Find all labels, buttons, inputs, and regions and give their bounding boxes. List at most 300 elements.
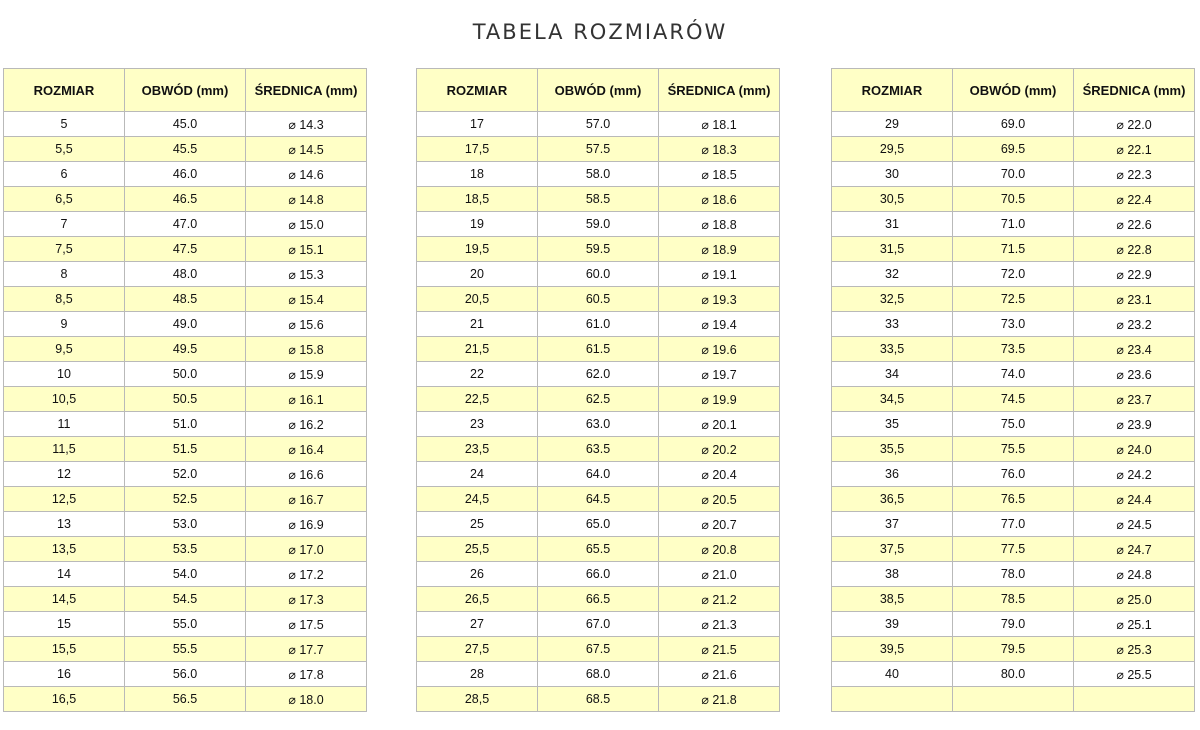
cell-diameter: ⌀ 23.4 <box>1074 337 1195 362</box>
cell-diameter: ⌀ 20.7 <box>659 512 780 537</box>
cell-diameter: ⌀ 18.3 <box>659 137 780 162</box>
header-size: ROZMIAR <box>417 69 538 112</box>
cell-size: 30,5 <box>832 187 953 212</box>
cell-circumference: 70.5 <box>953 187 1074 212</box>
cell-size: 35 <box>832 412 953 437</box>
table-row <box>832 387 1195 412</box>
cell-size: 27,5 <box>417 637 538 662</box>
table-row <box>832 362 1195 387</box>
cell-diameter: ⌀ 17.7 <box>246 637 367 662</box>
cell-size: 30 <box>832 162 953 187</box>
cell-size: 34 <box>832 362 953 387</box>
header-diameter: ŚREDNICA (mm) <box>1074 69 1195 112</box>
cell-size: 7,5 <box>4 237 125 262</box>
table-row <box>832 312 1195 337</box>
table-header-row <box>832 69 1195 112</box>
table-row <box>417 662 780 687</box>
cell-size: 5,5 <box>4 137 125 162</box>
cell-circumference: 53.5 <box>125 537 246 562</box>
table-row <box>4 437 367 462</box>
cell-diameter: ⌀ 17.2 <box>246 562 367 587</box>
cell-size: 40 <box>832 662 953 687</box>
table-row <box>4 687 367 712</box>
table-row <box>4 112 367 137</box>
cell-diameter <box>1074 687 1195 712</box>
table-row <box>4 337 367 362</box>
table-row <box>417 587 780 612</box>
cell-circumference: 67.5 <box>538 637 659 662</box>
table-row <box>417 262 780 287</box>
header-circumference: OBWÓD (mm) <box>125 69 246 112</box>
cell-circumference: 55.0 <box>125 612 246 637</box>
cell-size: 24 <box>417 462 538 487</box>
cell-circumference: 72.5 <box>953 287 1074 312</box>
cell-diameter: ⌀ 18.5 <box>659 162 780 187</box>
cell-diameter: ⌀ 14.6 <box>246 162 367 187</box>
cell-diameter: ⌀ 16.4 <box>246 437 367 462</box>
size-table-1 <box>3 68 367 712</box>
table-row <box>4 487 367 512</box>
cell-size: 13 <box>4 512 125 537</box>
cell-circumference: 60.0 <box>538 262 659 287</box>
table-row <box>4 587 367 612</box>
cell-circumference: 59.0 <box>538 212 659 237</box>
cell-circumference: 46.0 <box>125 162 246 187</box>
cell-diameter: ⌀ 24.4 <box>1074 487 1195 512</box>
cell-circumference: 77.0 <box>953 512 1074 537</box>
table-row <box>832 237 1195 262</box>
table-row <box>4 612 367 637</box>
cell-diameter: ⌀ 15.1 <box>246 237 367 262</box>
table-row <box>417 612 780 637</box>
cell-circumference: 54.0 <box>125 562 246 587</box>
table-row <box>4 362 367 387</box>
cell-size: 32,5 <box>832 287 953 312</box>
cell-diameter: ⌀ 21.0 <box>659 562 780 587</box>
cell-diameter: ⌀ 18.9 <box>659 237 780 262</box>
cell-size: 9,5 <box>4 337 125 362</box>
cell-diameter: ⌀ 22.9 <box>1074 262 1195 287</box>
cell-circumference: 69.5 <box>953 137 1074 162</box>
cell-diameter: ⌀ 16.1 <box>246 387 367 412</box>
cell-circumference: 79.5 <box>953 637 1074 662</box>
cell-diameter: ⌀ 19.1 <box>659 262 780 287</box>
cell-circumference: 61.0 <box>538 312 659 337</box>
cell-diameter: ⌀ 16.7 <box>246 487 367 512</box>
cell-diameter: ⌀ 19.4 <box>659 312 780 337</box>
cell-circumference: 58.0 <box>538 162 659 187</box>
cell-size: 8 <box>4 262 125 287</box>
cell-size: 38,5 <box>832 587 953 612</box>
cell-circumference: 59.5 <box>538 237 659 262</box>
cell-diameter: ⌀ 17.5 <box>246 612 367 637</box>
cell-circumference: 64.5 <box>538 487 659 512</box>
cell-diameter: ⌀ 20.8 <box>659 537 780 562</box>
cell-circumference: 49.0 <box>125 312 246 337</box>
table-row <box>417 212 780 237</box>
table-row <box>832 112 1195 137</box>
cell-size: 18 <box>417 162 538 187</box>
cell-diameter: ⌀ 21.5 <box>659 637 780 662</box>
cell-circumference: 69.0 <box>953 112 1074 137</box>
cell-diameter: ⌀ 21.3 <box>659 612 780 637</box>
cell-diameter: ⌀ 16.9 <box>246 512 367 537</box>
cell-size: 17,5 <box>417 137 538 162</box>
table-row <box>832 412 1195 437</box>
table-row <box>4 137 367 162</box>
cell-size: 11 <box>4 412 125 437</box>
cell-circumference: 72.0 <box>953 262 1074 287</box>
cell-diameter: ⌀ 24.2 <box>1074 462 1195 487</box>
cell-size: 36,5 <box>832 487 953 512</box>
table-row <box>832 637 1195 662</box>
size-table-3 <box>831 68 1195 712</box>
table-row <box>417 437 780 462</box>
table-header-row <box>4 69 367 112</box>
table-row <box>832 162 1195 187</box>
cell-circumference: 47.0 <box>125 212 246 237</box>
cell-size: 38 <box>832 562 953 587</box>
cell-circumference: 78.0 <box>953 562 1074 587</box>
cell-size: 25 <box>417 512 538 537</box>
table-row <box>4 562 367 587</box>
cell-circumference: 57.0 <box>538 112 659 137</box>
cell-diameter: ⌀ 20.5 <box>659 487 780 512</box>
cell-size: 16 <box>4 662 125 687</box>
table-row <box>417 637 780 662</box>
cell-diameter: ⌀ 18.8 <box>659 212 780 237</box>
header-size: ROZMIAR <box>832 69 953 112</box>
cell-circumference: 63.5 <box>538 437 659 462</box>
cell-size <box>832 687 953 712</box>
page-title: TABELA ROZMIARÓW <box>472 20 728 44</box>
table-row <box>4 212 367 237</box>
table-row <box>832 537 1195 562</box>
table-row <box>4 162 367 187</box>
cell-circumference: 75.5 <box>953 437 1074 462</box>
cell-size: 23,5 <box>417 437 538 462</box>
cell-size: 14 <box>4 562 125 587</box>
table-row <box>832 662 1195 687</box>
table-row <box>417 462 780 487</box>
table-row <box>417 537 780 562</box>
cell-diameter: ⌀ 14.8 <box>246 187 367 212</box>
table-row <box>4 287 367 312</box>
cell-size: 10,5 <box>4 387 125 412</box>
cell-circumference: 49.5 <box>125 337 246 362</box>
cell-diameter: ⌀ 25.0 <box>1074 587 1195 612</box>
cell-circumference: 56.5 <box>125 687 246 712</box>
cell-diameter: ⌀ 24.7 <box>1074 537 1195 562</box>
cell-size: 16,5 <box>4 687 125 712</box>
cell-size: 17 <box>417 112 538 137</box>
cell-size: 8,5 <box>4 287 125 312</box>
table-row <box>832 612 1195 637</box>
table-header-row <box>417 69 780 112</box>
cell-circumference: 64.0 <box>538 462 659 487</box>
cell-size: 14,5 <box>4 587 125 612</box>
cell-size: 13,5 <box>4 537 125 562</box>
cell-circumference: 51.5 <box>125 437 246 462</box>
cell-diameter: ⌀ 25.3 <box>1074 637 1195 662</box>
cell-diameter: ⌀ 18.1 <box>659 112 780 137</box>
table-row <box>417 287 780 312</box>
cell-circumference: 46.5 <box>125 187 246 212</box>
table-row <box>832 337 1195 362</box>
cell-circumference: 70.0 <box>953 162 1074 187</box>
cell-circumference: 79.0 <box>953 612 1074 637</box>
table-row <box>417 112 780 137</box>
cell-circumference: 73.0 <box>953 312 1074 337</box>
cell-size: 11,5 <box>4 437 125 462</box>
table-row <box>4 662 367 687</box>
cell-circumference: 51.0 <box>125 412 246 437</box>
cell-circumference: 66.0 <box>538 562 659 587</box>
table-row <box>4 237 367 262</box>
table-row <box>417 162 780 187</box>
cell-circumference: 45.5 <box>125 137 246 162</box>
cell-size: 37,5 <box>832 537 953 562</box>
cell-circumference: 60.5 <box>538 287 659 312</box>
cell-size: 20,5 <box>417 287 538 312</box>
cell-circumference: 78.5 <box>953 587 1074 612</box>
cell-circumference: 68.0 <box>538 662 659 687</box>
cell-size: 21,5 <box>417 337 538 362</box>
cell-circumference: 57.5 <box>538 137 659 162</box>
table-row <box>832 287 1195 312</box>
cell-diameter: ⌀ 17.3 <box>246 587 367 612</box>
header-circumference: OBWÓD (mm) <box>953 69 1074 112</box>
cell-circumference: 52.0 <box>125 462 246 487</box>
cell-diameter: ⌀ 24.0 <box>1074 437 1195 462</box>
table-row <box>832 687 1195 712</box>
cell-diameter: ⌀ 22.1 <box>1074 137 1195 162</box>
cell-circumference: 71.0 <box>953 212 1074 237</box>
table-row <box>417 562 780 587</box>
cell-circumference: 53.0 <box>125 512 246 537</box>
table-row <box>417 312 780 337</box>
table-row <box>4 537 367 562</box>
cell-size: 5 <box>4 112 125 137</box>
cell-circumference: 74.5 <box>953 387 1074 412</box>
table-row <box>417 187 780 212</box>
header-diameter: ŚREDNICA (mm) <box>659 69 780 112</box>
table-row <box>417 387 780 412</box>
table-row <box>417 237 780 262</box>
cell-circumference: 63.0 <box>538 412 659 437</box>
cell-diameter: ⌀ 14.3 <box>246 112 367 137</box>
cell-size: 39,5 <box>832 637 953 662</box>
cell-diameter: ⌀ 25.1 <box>1074 612 1195 637</box>
cell-circumference: 61.5 <box>538 337 659 362</box>
cell-size: 33 <box>832 312 953 337</box>
cell-circumference: 77.5 <box>953 537 1074 562</box>
cell-size: 37 <box>832 512 953 537</box>
header-circumference: OBWÓD (mm) <box>538 69 659 112</box>
header-size: ROZMIAR <box>4 69 125 112</box>
cell-size: 23 <box>417 412 538 437</box>
cell-diameter: ⌀ 23.1 <box>1074 287 1195 312</box>
cell-circumference: 47.5 <box>125 237 246 262</box>
cell-size: 9 <box>4 312 125 337</box>
cell-circumference: 54.5 <box>125 587 246 612</box>
cell-circumference <box>953 687 1074 712</box>
cell-size: 31,5 <box>832 237 953 262</box>
cell-size: 26 <box>417 562 538 587</box>
cell-diameter: ⌀ 21.2 <box>659 587 780 612</box>
size-table-2 <box>416 68 780 712</box>
cell-circumference: 73.5 <box>953 337 1074 362</box>
cell-size: 22,5 <box>417 387 538 412</box>
cell-circumference: 56.0 <box>125 662 246 687</box>
cell-circumference: 76.0 <box>953 462 1074 487</box>
table-row <box>4 387 367 412</box>
table-row <box>417 137 780 162</box>
cell-circumference: 80.0 <box>953 662 1074 687</box>
cell-size: 35,5 <box>832 437 953 462</box>
cell-diameter: ⌀ 22.0 <box>1074 112 1195 137</box>
cell-diameter: ⌀ 17.8 <box>246 662 367 687</box>
cell-diameter: ⌀ 20.2 <box>659 437 780 462</box>
cell-diameter: ⌀ 25.5 <box>1074 662 1195 687</box>
cell-size: 22 <box>417 362 538 387</box>
cell-size: 15,5 <box>4 637 125 662</box>
cell-circumference: 48.5 <box>125 287 246 312</box>
table-row <box>832 587 1195 612</box>
cell-size: 28,5 <box>417 687 538 712</box>
cell-circumference: 68.5 <box>538 687 659 712</box>
table-row <box>832 187 1195 212</box>
cell-size: 12,5 <box>4 487 125 512</box>
table-row <box>832 462 1195 487</box>
cell-circumference: 45.0 <box>125 112 246 137</box>
cell-circumference: 71.5 <box>953 237 1074 262</box>
cell-size: 32 <box>832 262 953 287</box>
cell-diameter: ⌀ 21.8 <box>659 687 780 712</box>
cell-diameter: ⌀ 18.6 <box>659 187 780 212</box>
cell-size: 28 <box>417 662 538 687</box>
cell-size: 6 <box>4 162 125 187</box>
cell-circumference: 52.5 <box>125 487 246 512</box>
cell-size: 27 <box>417 612 538 637</box>
cell-size: 21 <box>417 312 538 337</box>
header-diameter: ŚREDNICA (mm) <box>246 69 367 112</box>
cell-diameter: ⌀ 15.9 <box>246 362 367 387</box>
cell-circumference: 75.0 <box>953 412 1074 437</box>
cell-diameter: ⌀ 23.7 <box>1074 387 1195 412</box>
cell-size: 31 <box>832 212 953 237</box>
table-row <box>4 262 367 287</box>
cell-diameter: ⌀ 23.2 <box>1074 312 1195 337</box>
cell-size: 24,5 <box>417 487 538 512</box>
cell-circumference: 55.5 <box>125 637 246 662</box>
cell-size: 15 <box>4 612 125 637</box>
cell-size: 26,5 <box>417 587 538 612</box>
table-row <box>417 487 780 512</box>
table-row <box>4 462 367 487</box>
cell-diameter: ⌀ 19.7 <box>659 362 780 387</box>
cell-diameter: ⌀ 22.8 <box>1074 237 1195 262</box>
cell-size: 34,5 <box>832 387 953 412</box>
cell-size: 10 <box>4 362 125 387</box>
cell-diameter: ⌀ 15.3 <box>246 262 367 287</box>
cell-diameter: ⌀ 19.3 <box>659 287 780 312</box>
cell-diameter: ⌀ 22.6 <box>1074 212 1195 237</box>
table-row <box>417 337 780 362</box>
cell-diameter: ⌀ 20.1 <box>659 412 780 437</box>
cell-circumference: 66.5 <box>538 587 659 612</box>
cell-circumference: 62.5 <box>538 387 659 412</box>
cell-diameter: ⌀ 24.5 <box>1074 512 1195 537</box>
table-row <box>4 637 367 662</box>
table-row <box>4 187 367 212</box>
cell-circumference: 67.0 <box>538 612 659 637</box>
cell-size: 20 <box>417 262 538 287</box>
cell-size: 18,5 <box>417 187 538 212</box>
cell-circumference: 65.0 <box>538 512 659 537</box>
cell-size: 19 <box>417 212 538 237</box>
cell-diameter: ⌀ 15.0 <box>246 212 367 237</box>
table-row <box>832 512 1195 537</box>
cell-diameter: ⌀ 18.0 <box>246 687 367 712</box>
table-row <box>417 412 780 437</box>
cell-diameter: ⌀ 24.8 <box>1074 562 1195 587</box>
cell-circumference: 65.5 <box>538 537 659 562</box>
cell-circumference: 62.0 <box>538 362 659 387</box>
table-row <box>832 212 1195 237</box>
cell-diameter: ⌀ 15.6 <box>246 312 367 337</box>
cell-diameter: ⌀ 14.5 <box>246 137 367 162</box>
cell-size: 39 <box>832 612 953 637</box>
cell-circumference: 58.5 <box>538 187 659 212</box>
table-row <box>832 562 1195 587</box>
cell-diameter: ⌀ 16.6 <box>246 462 367 487</box>
cell-circumference: 74.0 <box>953 362 1074 387</box>
cell-diameter: ⌀ 19.9 <box>659 387 780 412</box>
cell-size: 33,5 <box>832 337 953 362</box>
cell-diameter: ⌀ 20.4 <box>659 462 780 487</box>
table-row <box>417 362 780 387</box>
cell-size: 36 <box>832 462 953 487</box>
table-row <box>832 487 1195 512</box>
cell-circumference: 50.5 <box>125 387 246 412</box>
cell-diameter: ⌀ 15.8 <box>246 337 367 362</box>
table-row <box>4 312 367 337</box>
cell-circumference: 76.5 <box>953 487 1074 512</box>
cell-size: 25,5 <box>417 537 538 562</box>
cell-size: 6,5 <box>4 187 125 212</box>
cell-size: 29,5 <box>832 137 953 162</box>
cell-diameter: ⌀ 15.4 <box>246 287 367 312</box>
cell-diameter: ⌀ 17.0 <box>246 537 367 562</box>
cell-circumference: 50.0 <box>125 362 246 387</box>
cell-diameter: ⌀ 23.6 <box>1074 362 1195 387</box>
cell-diameter: ⌀ 19.6 <box>659 337 780 362</box>
cell-size: 29 <box>832 112 953 137</box>
cell-size: 12 <box>4 462 125 487</box>
cell-diameter: ⌀ 21.6 <box>659 662 780 687</box>
cell-diameter: ⌀ 23.9 <box>1074 412 1195 437</box>
cell-diameter: ⌀ 16.2 <box>246 412 367 437</box>
cell-size: 19,5 <box>417 237 538 262</box>
cell-diameter: ⌀ 22.4 <box>1074 187 1195 212</box>
table-row <box>4 512 367 537</box>
table-row <box>4 412 367 437</box>
cell-size: 7 <box>4 212 125 237</box>
table-row <box>417 687 780 712</box>
table-row <box>832 437 1195 462</box>
table-row <box>832 262 1195 287</box>
